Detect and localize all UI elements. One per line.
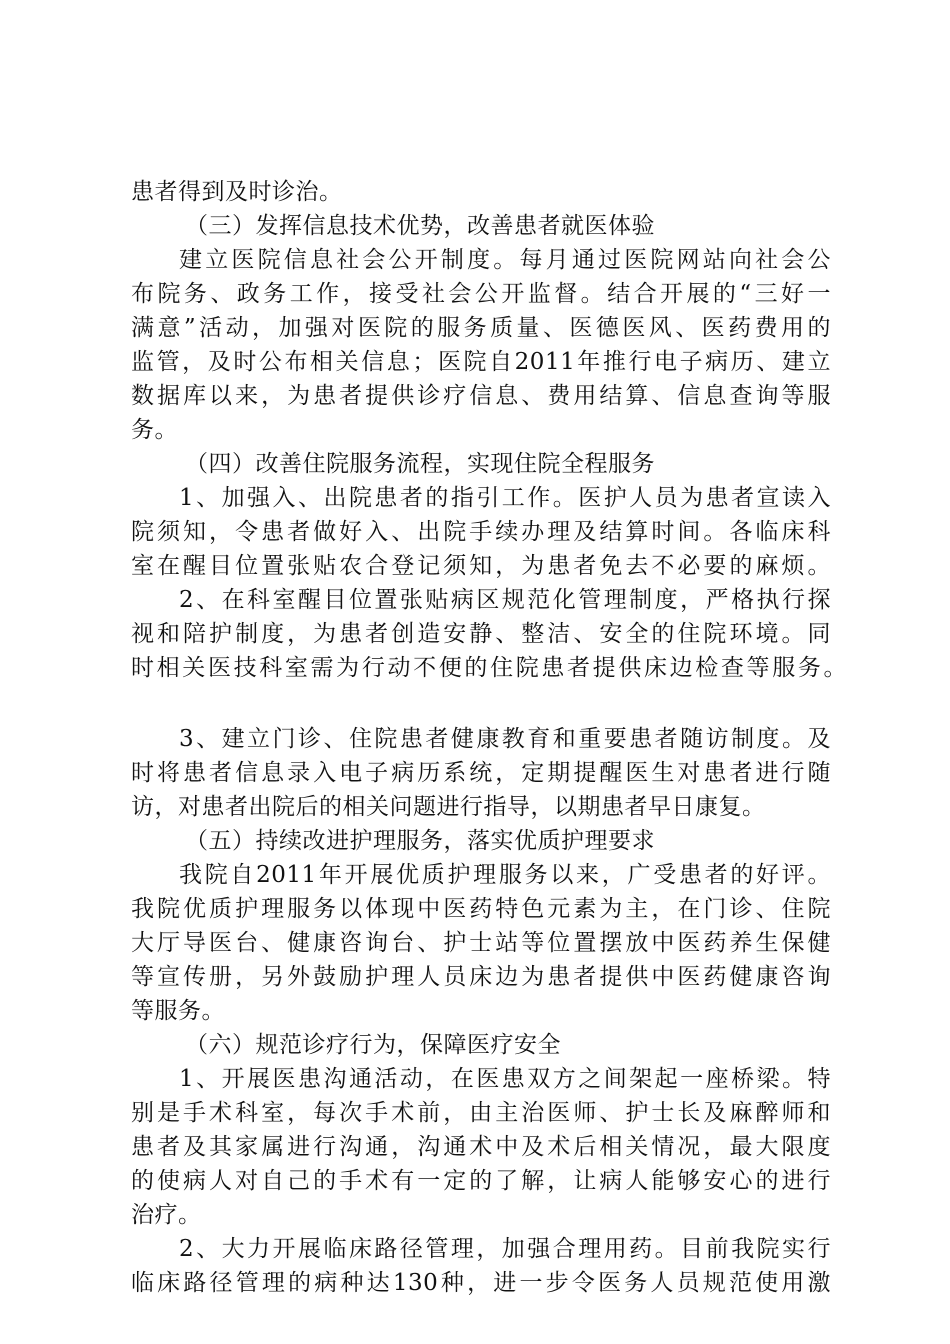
paragraph-line: 建立医院信息社会公开制度。每月通过医院网站向社会公 — [179, 247, 831, 273]
paragraph-line: 院须知，令患者做好入、出院手续办理及结算时间。各临床科 — [131, 519, 831, 545]
paragraph-line: 室在醒目位置张贴农合登记须知，为患者免去不必要的麻烦。 — [131, 553, 831, 579]
paragraph-line: 大厅导医台、健康咨询台、护士站等位置摆放中医药养生保健 — [131, 930, 831, 956]
paragraph-line: 访，对患者出院后的相关问题进行指导，以期患者早日康复。 — [131, 794, 766, 820]
section-heading-6: （六）规范诊疗行为，保障医疗安全 — [185, 1032, 561, 1058]
paragraph-line: 患者得到及时诊治。 — [131, 179, 343, 205]
paragraph-line: 治疗。 — [131, 1202, 202, 1228]
section-heading-3: （三）发挥信息技术优势，改善患者就医体验 — [185, 213, 655, 239]
paragraph-line: 临床路径管理的病种达130种，进一步令医务人员规范使用激 — [131, 1270, 831, 1296]
paragraph-line: 布院务、政务工作，接受社会公开监督。结合开展的“三好一 — [131, 281, 831, 307]
paragraph-line: 务。 — [131, 417, 178, 443]
paragraph-line: 1、加强入、出院患者的指引工作。医护人员为患者宣读入 — [179, 485, 831, 511]
paragraph-line: 我院优质护理服务以体现中医药特色元素为主，在门诊、住院 — [131, 896, 831, 922]
paragraph-line: 时相关医技科室需为行动不便的住院患者提供床边检查等服务。 — [131, 655, 847, 681]
paragraph-line: 视和陪护制度，为患者创造安静、整洁、安全的住院环境。同 — [131, 621, 831, 647]
paragraph-line: 3、建立门诊、住院患者健康教育和重要患者随访制度。及 — [179, 726, 831, 752]
section-heading-4: （四）改善住院服务流程，实现住院全程服务 — [185, 451, 655, 477]
paragraph-line: 监管，及时公布相关信息；医院自2011年推行电子病历、建立 — [131, 349, 831, 375]
paragraph-line: 的使病人对自己的手术有一定的了解，让病人能够安心的进行 — [131, 1168, 831, 1194]
section-heading-5: （五）持续改进护理服务，落实优质护理要求 — [185, 828, 655, 854]
paragraph-line: 别是手术科室，每次手术前，由主治医师、护士长及麻醉师和 — [131, 1100, 831, 1126]
paragraph-line: 等服务。 — [131, 998, 225, 1024]
paragraph-line: 满意”活动，加强对医院的服务质量、医德医风、医药费用的 — [131, 315, 831, 341]
paragraph-line: 数据库以来，为患者提供诊疗信息、费用结算、信息查询等服 — [131, 383, 831, 409]
paragraph-line: 等宣传册，另外鼓励护理人员床边为患者提供中医药健康咨询 — [131, 964, 831, 990]
paragraph-line: 2、大力开展临床路径管理，加强合理用药。目前我院实行 — [179, 1236, 831, 1262]
paragraph-line: 患者及其家属进行沟通，沟通术中及术后相关情况，最大限度 — [131, 1134, 831, 1160]
paragraph-line: 我院自2011年开展优质护理服务以来，广受患者的好评。 — [179, 862, 831, 888]
paragraph-line: 时将患者信息录入电子病历系统，定期提醒医生对患者进行随 — [131, 760, 831, 786]
paragraph-line: 1、开展医患沟通活动，在医患双方之间架起一座桥梁。特 — [179, 1066, 831, 1092]
paragraph-line: 2、在科室醒目位置张贴病区规范化管理制度，严格执行探 — [179, 587, 831, 613]
